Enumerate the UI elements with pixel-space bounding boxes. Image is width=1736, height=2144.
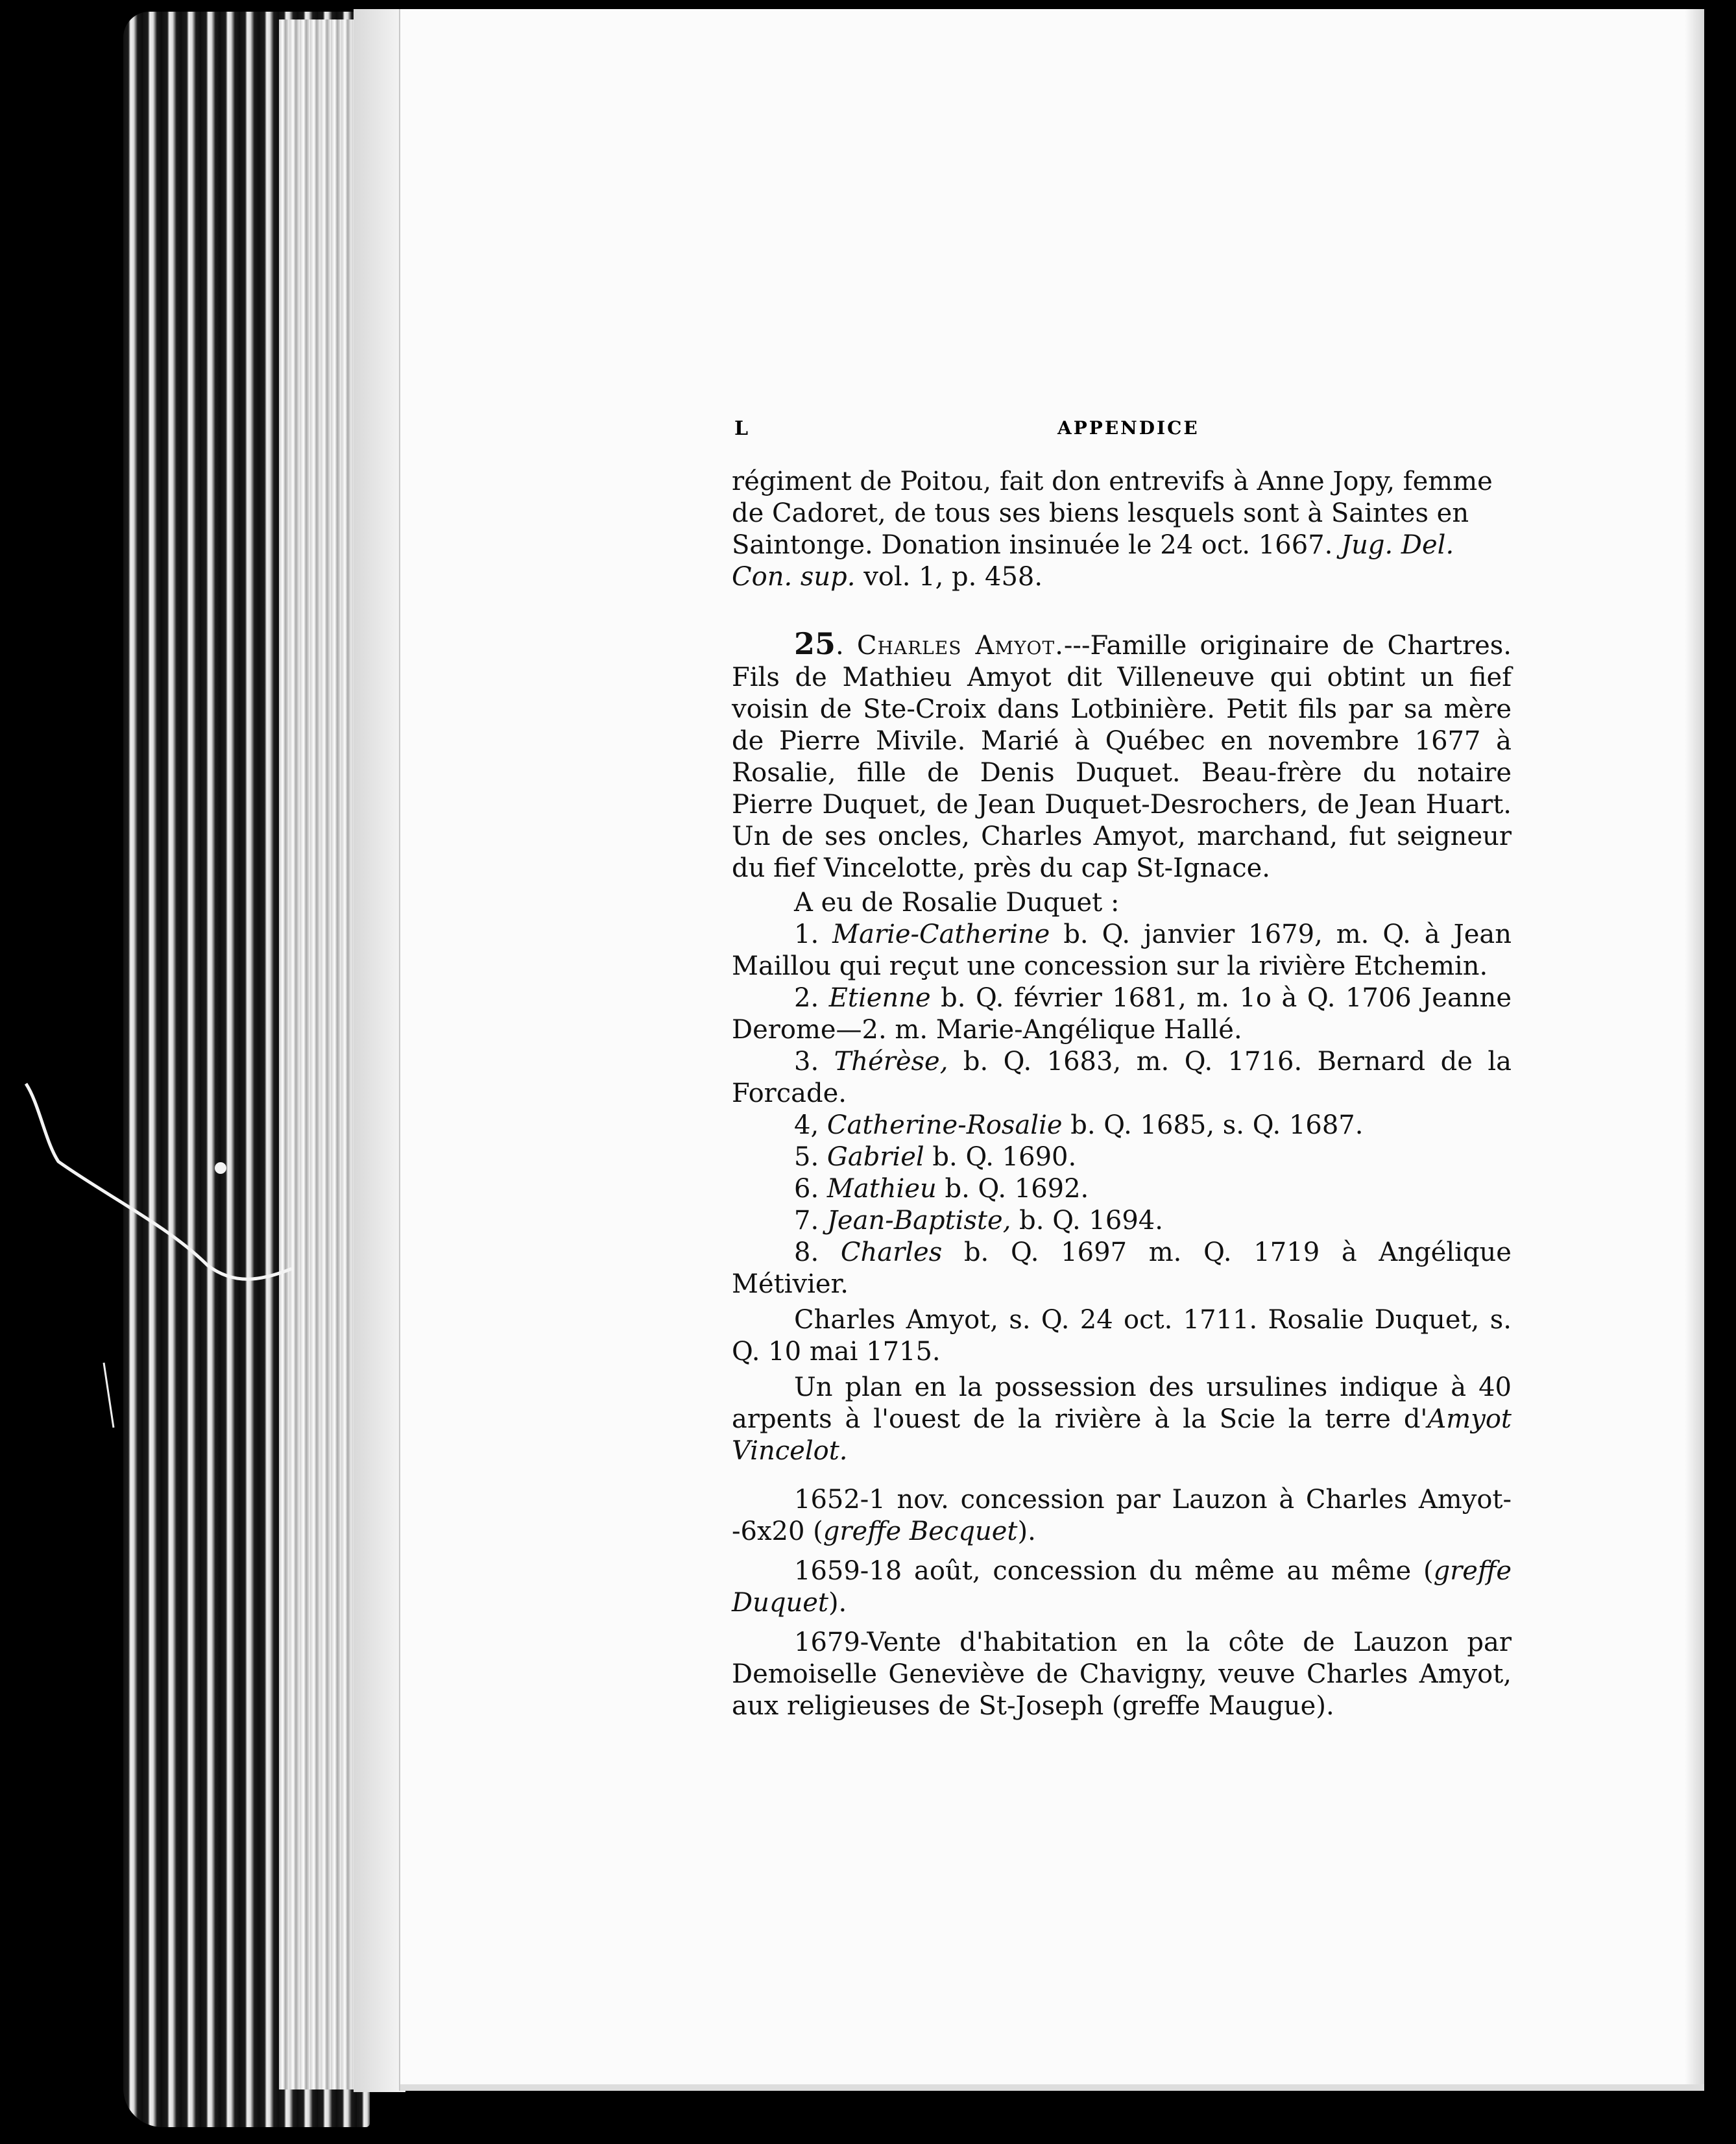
record-greffe: greffe Duquet [732, 1556, 1512, 1618]
record-paragraph [732, 1555, 1512, 1619]
child-details: b. Q. 1692. [936, 1174, 1089, 1204]
children-intro: A eu de Rosalie Duquet : [794, 888, 1120, 918]
child-details: b. Q. 1697 m. Q. 1719 à Angélique Métivier. [732, 1237, 1512, 1299]
child-number: 5. [794, 1142, 827, 1172]
folio: L [734, 417, 749, 440]
continuation-line-2: de Cadoret, de tous ses biens lesquels sont à Saintes en [732, 498, 1469, 528]
child-item [732, 1237, 1512, 1300]
record-text: 1679-Vente d'habitation en la côte de Lauzon par Demoiselle Geneviève de Chavigny, veuve Charles Amyot, aux religieuses de St-Joseph (greffe Maugue). [732, 1627, 1512, 1721]
child-name: Thérèse, [834, 1047, 948, 1077]
child-number: 7. [794, 1206, 827, 1236]
plan-italic: Amyot Vincelot. [732, 1404, 1512, 1466]
child-details: b. Q. 1685, s. Q. 1687. [1062, 1110, 1364, 1140]
page-bottom-edge [400, 2084, 1704, 2091]
child-item [732, 1046, 1512, 1110]
child-item [732, 919, 1512, 982]
child-number: 3. [794, 1047, 834, 1077]
continuation-paragraph [732, 466, 1512, 593]
child-item [732, 1141, 1512, 1173]
child-details: b. Q. janvier 1679, m. Q. à Jean Maillou qui reçut une concession sur la rivière Etchemin. [732, 920, 1512, 981]
entry-intro: 25. Charles Amyot.---Famille originaire de Chartres. Fils de Mathieu Amyot dit Villeneuve qui obtint un fief voisin de Ste-Croix dans Lotbinière. Petit fils par sa mère de Pierre Mivile. Marié à Québec en novembre 1677 à Rosalie, fille de Denis Duquet. Beau-frère du notaire Pierre Duquet, de Jean Duquet-Desrochers, de Jean Huart. Un de ses oncles, Charles Amyot, marchand, fut seigneur du fief Vincelotte, près du cap St-Ignace. [732, 626, 1512, 883]
child-name: Catherine-Rosalie [826, 1110, 1063, 1140]
record-paragraph [732, 1627, 1512, 1722]
child-details: b. Q. février 1681, m. 1o à Q. 1706 Jeanne Derome—2. m. Marie-Angélique Hallé. [732, 983, 1512, 1045]
child-name: Charles [840, 1237, 943, 1267]
child-name: Marie-Catherine [832, 920, 1050, 949]
child-item [732, 1110, 1512, 1141]
child-number: 8. [794, 1237, 841, 1267]
child-number: 2. [794, 983, 829, 1013]
record-text: 1652-1 nov. concession par Lauzon à Charles Amyot--6x20 ( [732, 1485, 1512, 1546]
entry-name: Charles Amyot. [856, 631, 1064, 661]
child-item [732, 982, 1512, 1046]
page-shadow [1685, 9, 1704, 2091]
child-name: Mathieu [826, 1174, 937, 1204]
records [732, 1484, 1512, 1722]
entry-intro-text: ---Famille originaire de Chartres. Fils de Mathieu Amyot dit Villeneuve qui obtint un fief voisin de Ste-Croix dans Lotbinière. Petit fils par sa mère de Pierre Mivile. Marié à Québec en novembre 1677 à Rosalie, fille de Denis Duquet. Beau-frère du notaire Pierre Duquet, de Jean Duquet-Desrochers, de Jean Huart. Un de ses oncles, Charles Amyot, marchand, fut seigneur du fief Vincelotte, près du cap St-Ignace. [732, 631, 1512, 883]
continuation-line-4: Con. sup. vol. 1, p. 458. [732, 562, 1043, 592]
record-text: 1659-18 août, concession du même au même ( [794, 1556, 1434, 1586]
child-number: 4, [794, 1110, 827, 1140]
child-name: Gabriel [826, 1142, 924, 1172]
child-number: 1. [794, 920, 833, 949]
continuation-line-1: régiment de Poitou, fait don entrevifs à Anne Jopy, femme [732, 467, 1493, 496]
deaths-line: Charles Amyot, s. Q. 24 oct. 1711. Rosalie Duquet, s. Q. 10 mai 1715. [732, 1305, 1512, 1367]
record-end: ). [1017, 1517, 1036, 1546]
continuation-line-3: Saintonge. Donation insinuée le 24 oct. 1667. Jug. Del. [732, 530, 1454, 560]
child-details: b. Q. 1690. [924, 1142, 1077, 1172]
record-greffe: greffe Becquet [823, 1517, 1018, 1546]
child-number: 6. [794, 1174, 827, 1204]
record-paragraph [732, 1484, 1512, 1548]
child-name: Etienne [828, 983, 931, 1013]
entry-number: 25 [794, 626, 836, 661]
entry-25 [732, 628, 1512, 1722]
child-item [732, 1173, 1512, 1205]
running-head: APPENDICE [1057, 417, 1200, 439]
children-list [732, 919, 1512, 1300]
jug-del-ref: Jug. Del. [1341, 530, 1454, 560]
child-item [732, 1205, 1512, 1237]
plan-paragraph: Un plan en la possession des ursulines indique à 40 arpents à l'ouest de la rivière à la Scie la terre d'Amyot Vincelot. [732, 1372, 1512, 1466]
record-end: ). [828, 1588, 847, 1618]
page-edge-strip [354, 9, 405, 2092]
child-name: Jean-Baptiste, [826, 1206, 1011, 1236]
child-details: b. Q. 1683, m. Q. 1716. Bernard de la Forcade. [732, 1047, 1512, 1108]
child-details: b. Q. 1694. [1011, 1206, 1163, 1236]
